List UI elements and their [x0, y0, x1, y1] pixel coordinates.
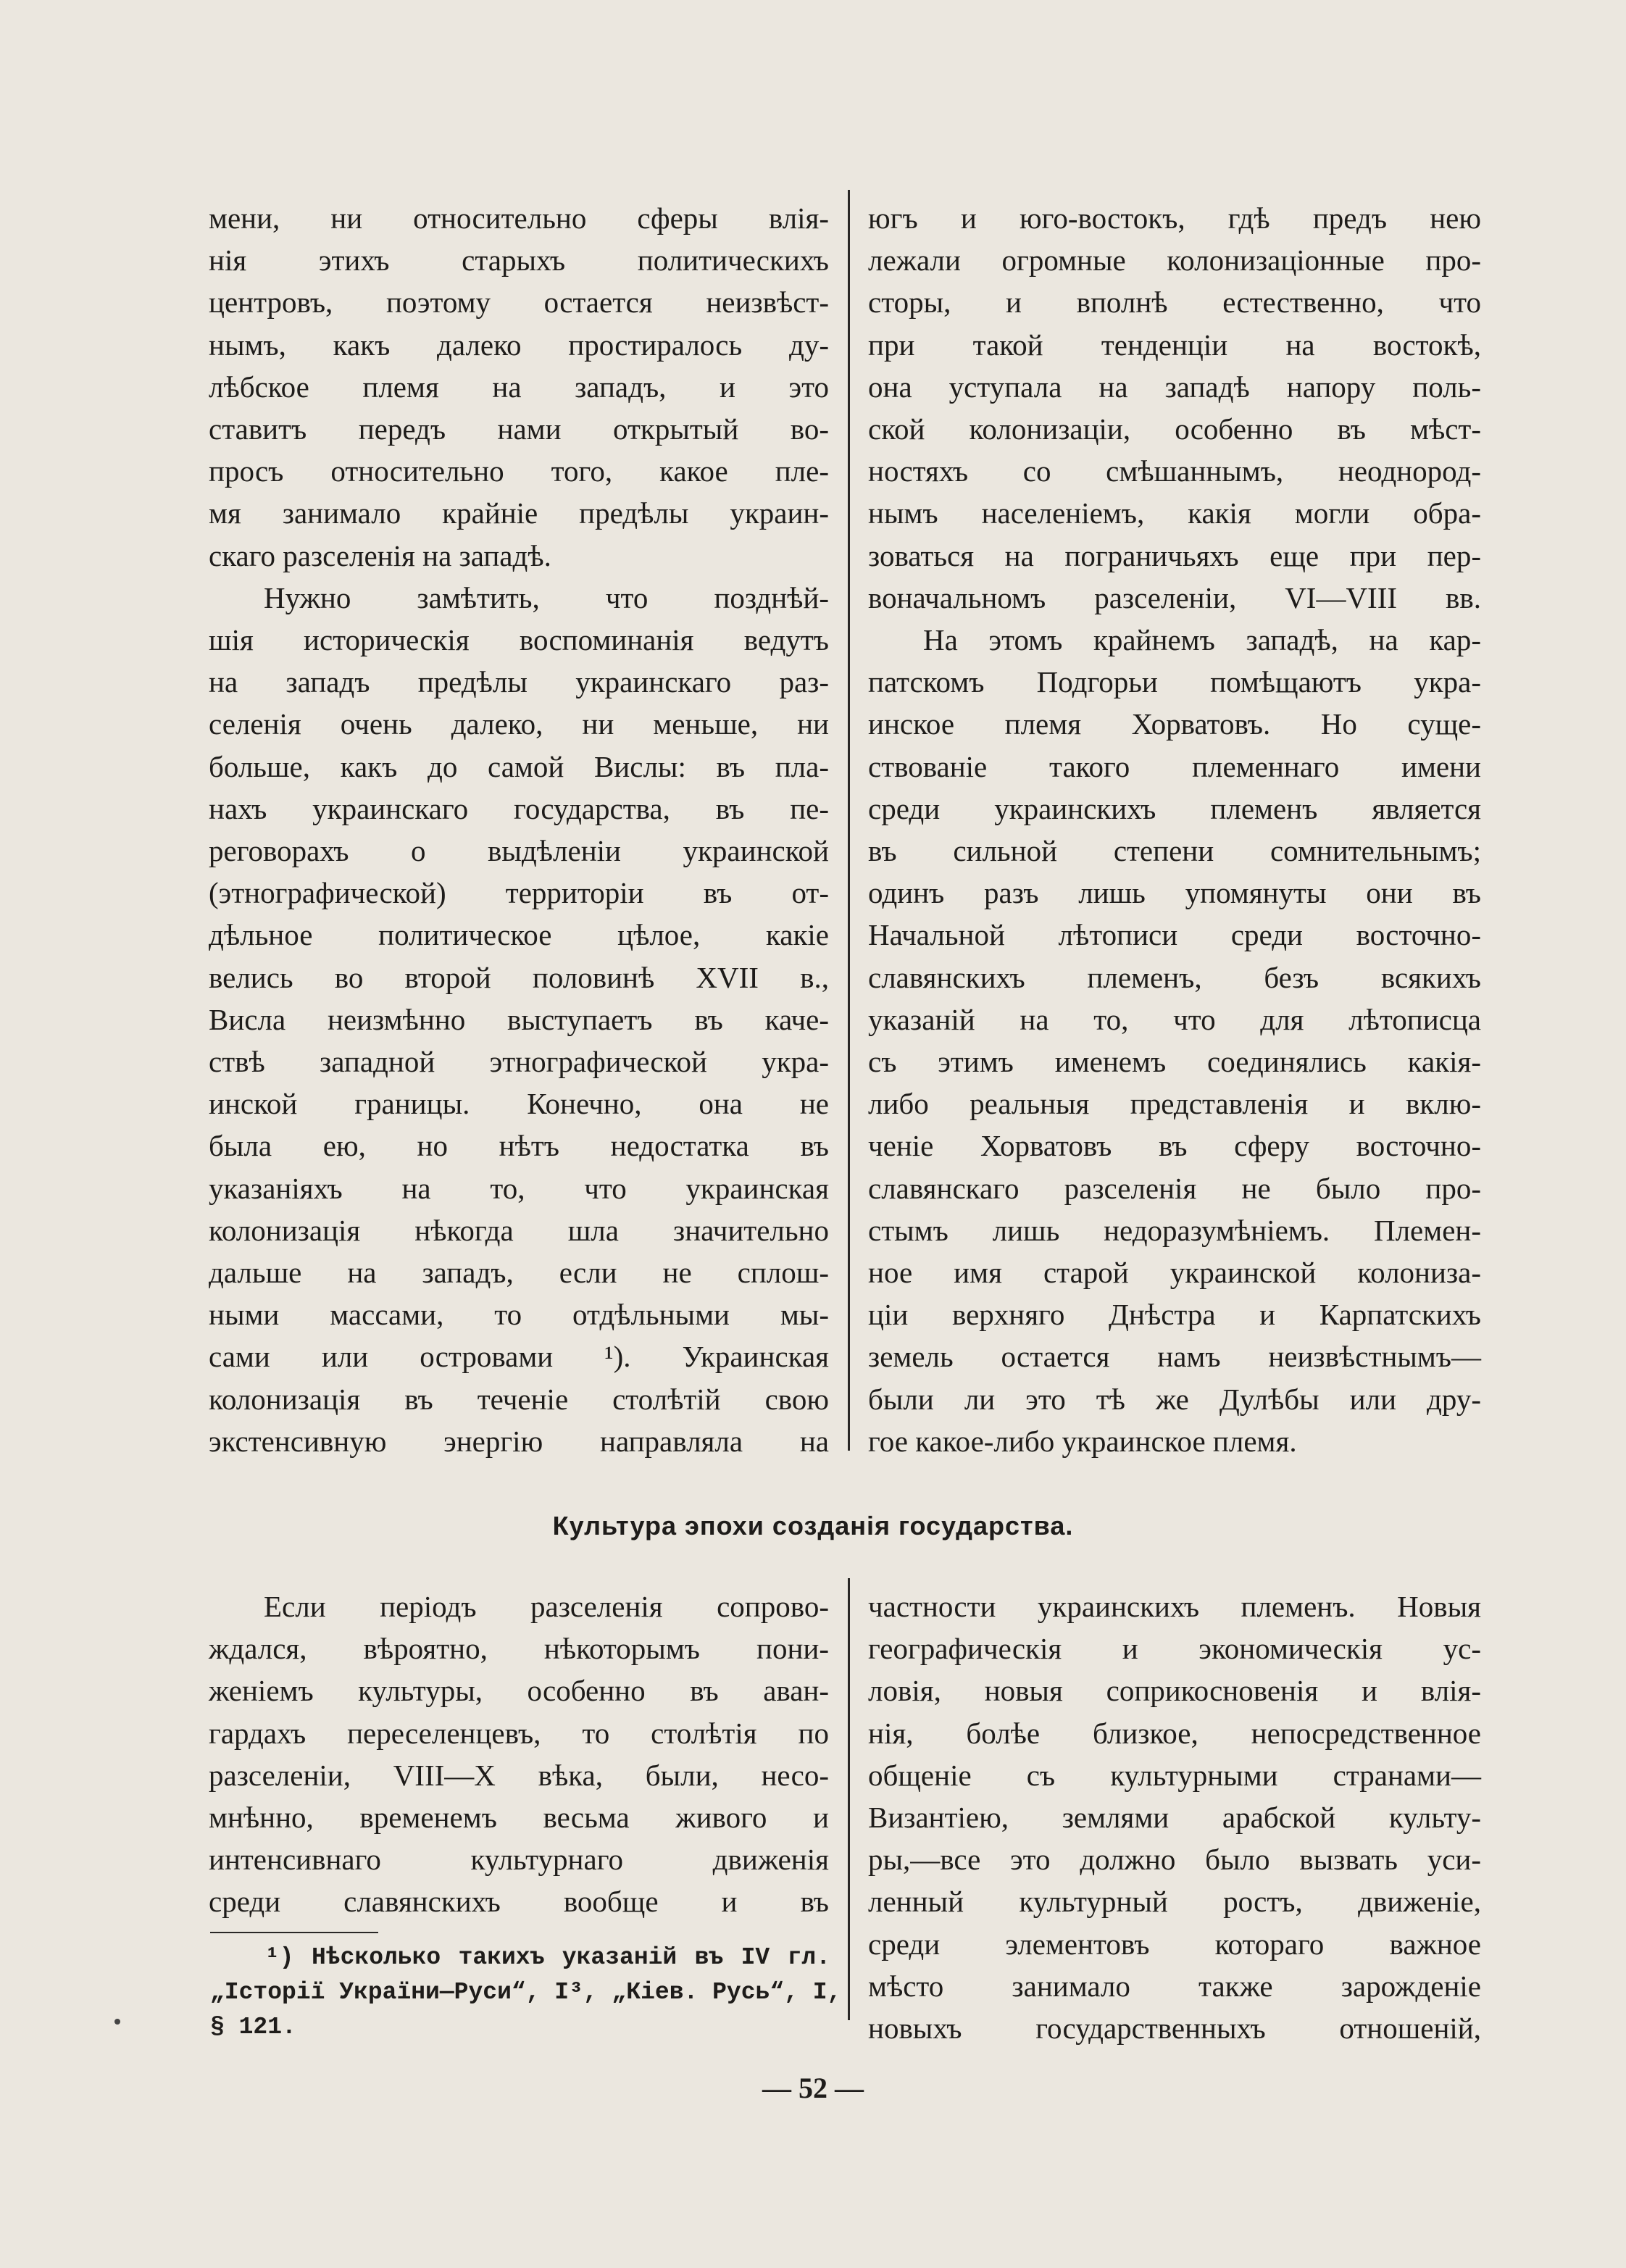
- upper-right-line: ской колонизаціи, особенно въ мѣст-: [868, 412, 1481, 446]
- upper-right-line: югъ и юго-востокъ, гдѣ предъ нею: [868, 201, 1481, 235]
- upper-left-line: ставитъ передъ нами открытый во-: [209, 412, 829, 446]
- upper-right-line: Начальной лѣтописи среди восточно-: [868, 918, 1481, 952]
- upper-left-line: (этнографической) территоріи въ от-: [209, 876, 829, 910]
- lower-left-column: [209, 1585, 829, 1923]
- upper-right-line: стымъ лишь недоразумѣніемъ. Племен-: [868, 1213, 1481, 1247]
- lower-right-line: новыхъ государственныхъ отношеній,: [868, 2011, 1481, 2046]
- paper-spot: [114, 2019, 120, 2025]
- upper-right-line: ченіе Хорватовъ въ сферу восточно-: [868, 1129, 1481, 1163]
- upper-left-line: ными массами, то отдѣльными мы-: [209, 1298, 829, 1332]
- upper-left-line: центровъ, поэтому остается неизвѣст-: [209, 285, 829, 320]
- upper-right-line: были ли это тѣ же Дулѣбы или дру-: [868, 1382, 1481, 1416]
- upper-left-line: реговорахъ о выдѣленіи украинской: [209, 834, 829, 868]
- lower-left-line: среди славянскихъ вообще и въ: [209, 1885, 829, 1919]
- footnote: [210, 1940, 842, 2045]
- lower-left-line: Если періодъ разселенія сопрово-: [264, 1590, 829, 1623]
- upper-left-line: больше, какъ до самой Вислы: въ пла-: [209, 749, 829, 783]
- upper-right-line: указаній на то, что для лѣтописца: [868, 1002, 1481, 1036]
- upper-right-line: воначальномъ разселеніи, VI—VIII вв.: [868, 580, 1481, 614]
- lower-right-column: [868, 1585, 1481, 2049]
- upper-right-line: гое какое-либо украинское племя.: [868, 1424, 1297, 1458]
- upper-right-line: при такой тенденціи на востокѣ,: [868, 328, 1481, 362]
- upper-left-line: Висла неизмѣнно выступаетъ въ каче-: [209, 1002, 829, 1036]
- lower-right-line: ловія, новыя соприкосновенія и влія-: [868, 1674, 1481, 1708]
- upper-right-line: лежали огромные колонизаціонные про-: [868, 243, 1481, 278]
- upper-right-line: ное имя старой украинской колониза-: [868, 1256, 1481, 1290]
- lower-left-line: разселеніи, VIII—X вѣка, были, несо-: [209, 1758, 829, 1792]
- upper-left-line: на западъ предѣлы украинскаго раз-: [209, 665, 829, 699]
- upper-left-line: мя занимало крайніе предѣлы украин-: [209, 496, 829, 530]
- lower-right-line: ленный культурный ростъ, движеніе,: [868, 1885, 1481, 1919]
- upper-left-line: селенія очень далеко, ни меньше, ни: [209, 707, 829, 741]
- upper-left-line: экстенсивную энергію направляла на: [209, 1424, 829, 1458]
- upper-left-line: колонизація въ теченіе столѣтій свою: [209, 1382, 829, 1416]
- lower-left-line: женіемъ культуры, особенно въ аван-: [209, 1674, 829, 1708]
- upper-right-line: славянскихъ племенъ, безъ всякихъ: [868, 960, 1481, 994]
- footnote-line: § 121.: [210, 2014, 296, 2040]
- upper-right-line: въ сильной степени сомнительнымъ;: [868, 834, 1481, 868]
- upper-left-line: нахъ украинскаго государства, въ пе-: [209, 791, 829, 825]
- footnote-line: ¹) Нѣсколько такихъ указаній въ IV гл.: [265, 1944, 830, 1971]
- upper-left-line: была ею, но нѣтъ недостатка въ: [209, 1129, 829, 1163]
- upper-right-line: нымъ населеніемъ, какія могли обра-: [868, 496, 1481, 530]
- lower-right-line: общеніе съ культурными странами—: [868, 1758, 1481, 1792]
- upper-right-column: [868, 197, 1481, 1462]
- upper-left-line: ствѣ западной этнографической укра-: [209, 1045, 829, 1079]
- lower-right-line: среди элементовъ котораго важное: [868, 1927, 1481, 1961]
- upper-right-line: она уступала на западѣ напору поль-: [868, 370, 1481, 404]
- upper-left-line: нымъ, какъ далеко простиралось ду-: [209, 328, 829, 362]
- footnote-rule: [210, 1932, 378, 1933]
- upper-right-line: На этомъ крайнемъ западѣ, на кар-: [923, 623, 1481, 657]
- lower-right-line: мѣсто занимало также зарожденіе: [868, 1969, 1481, 2003]
- upper-right-line: славянскаго разселенія не было про-: [868, 1171, 1481, 1205]
- column-divider-lower: [848, 1578, 850, 2020]
- upper-left-line: велись во второй половинѣ XVII в.,: [209, 960, 829, 994]
- upper-right-line: одинъ разъ лишь упомянуты они въ: [868, 876, 1481, 910]
- upper-left-line: инской границы. Конечно, она не: [209, 1087, 829, 1121]
- upper-left-line: дальше на западъ, если не сплош-: [209, 1256, 829, 1290]
- page-number: — 52 —: [762, 2072, 864, 2104]
- upper-right-line: земель остается намъ неизвѣстнымъ—: [868, 1340, 1481, 1374]
- upper-left-line: лѣбское племя на западъ, и это: [209, 370, 829, 404]
- upper-left-line: шія историческія воспоминанія ведутъ: [209, 623, 829, 657]
- lower-left-line: ждался, вѣроятно, нѣкоторымъ пони-: [209, 1632, 829, 1666]
- upper-right-line: ціи верхняго Днѣстра и Карпатскихъ: [868, 1298, 1481, 1332]
- lower-right-line: Византіею, землями арабской культу-: [868, 1801, 1481, 1835]
- upper-left-line: мени, ни относительно сферы влія-: [209, 201, 829, 235]
- upper-left-column: [209, 197, 829, 1462]
- upper-right-line: патскомъ Подгорьи помѣщаютъ укра-: [868, 665, 1481, 699]
- upper-left-line: скаго разселенія на западѣ.: [209, 538, 551, 572]
- upper-right-line: сторы, и вполнѣ естественно, что: [868, 285, 1481, 320]
- upper-left-line: указаніяхъ на то, что украинская: [209, 1171, 829, 1205]
- upper-right-line: среди украинскихъ племенъ является: [868, 791, 1481, 825]
- upper-right-line: ствованіе такого племеннаго имени: [868, 749, 1481, 783]
- lower-right-line: географическія и экономическія ус-: [868, 1632, 1481, 1666]
- upper-right-line: съ этимъ именемъ соединялись какія-: [868, 1045, 1481, 1079]
- upper-left-line: сами или островами ¹). Украинская: [209, 1340, 829, 1374]
- lower-right-line: нія, болѣе близкое, непосредственное: [868, 1716, 1481, 1750]
- lower-left-line: мнѣнно, временемъ весьма живого и: [209, 1801, 829, 1835]
- upper-right-line: инское племя Хорватовъ. Но суще-: [868, 707, 1481, 741]
- upper-left-line: колонизація нѣкогда шла значительно: [209, 1213, 829, 1247]
- lower-left-line: гардахъ переселенцевъ, то столѣтія по: [209, 1716, 829, 1750]
- footnote-line: „Історії України—Руси“, I³, „Кіев. Русь“, I,: [210, 1979, 842, 2006]
- column-divider-upper: [848, 190, 850, 1451]
- upper-left-line: Нужно замѣтить, что позднѣй-: [264, 580, 829, 614]
- lower-left-line: интенсивнаго культурнаго движенія: [209, 1843, 829, 1877]
- upper-left-line: просъ относительно того, какое пле-: [209, 454, 829, 488]
- upper-left-line: нія этихъ старыхъ политическихъ: [209, 243, 829, 278]
- upper-right-line: либо реальныя представленія и вклю-: [868, 1087, 1481, 1121]
- section-heading: Культура эпохи созданія государства.: [552, 1511, 1074, 1541]
- upper-right-line: ностяхъ со смѣшаннымъ, неоднород-: [868, 454, 1481, 488]
- upper-left-line: дѣльное политическое цѣлое, какіе: [209, 918, 829, 952]
- upper-right-line: зоваться на пограничьяхъ еще при пер-: [868, 538, 1481, 572]
- lower-right-line: ры,—все это должно было вызвать уси-: [868, 1843, 1481, 1877]
- lower-right-line: частности украинскихъ племенъ. Новыя: [868, 1590, 1481, 1623]
